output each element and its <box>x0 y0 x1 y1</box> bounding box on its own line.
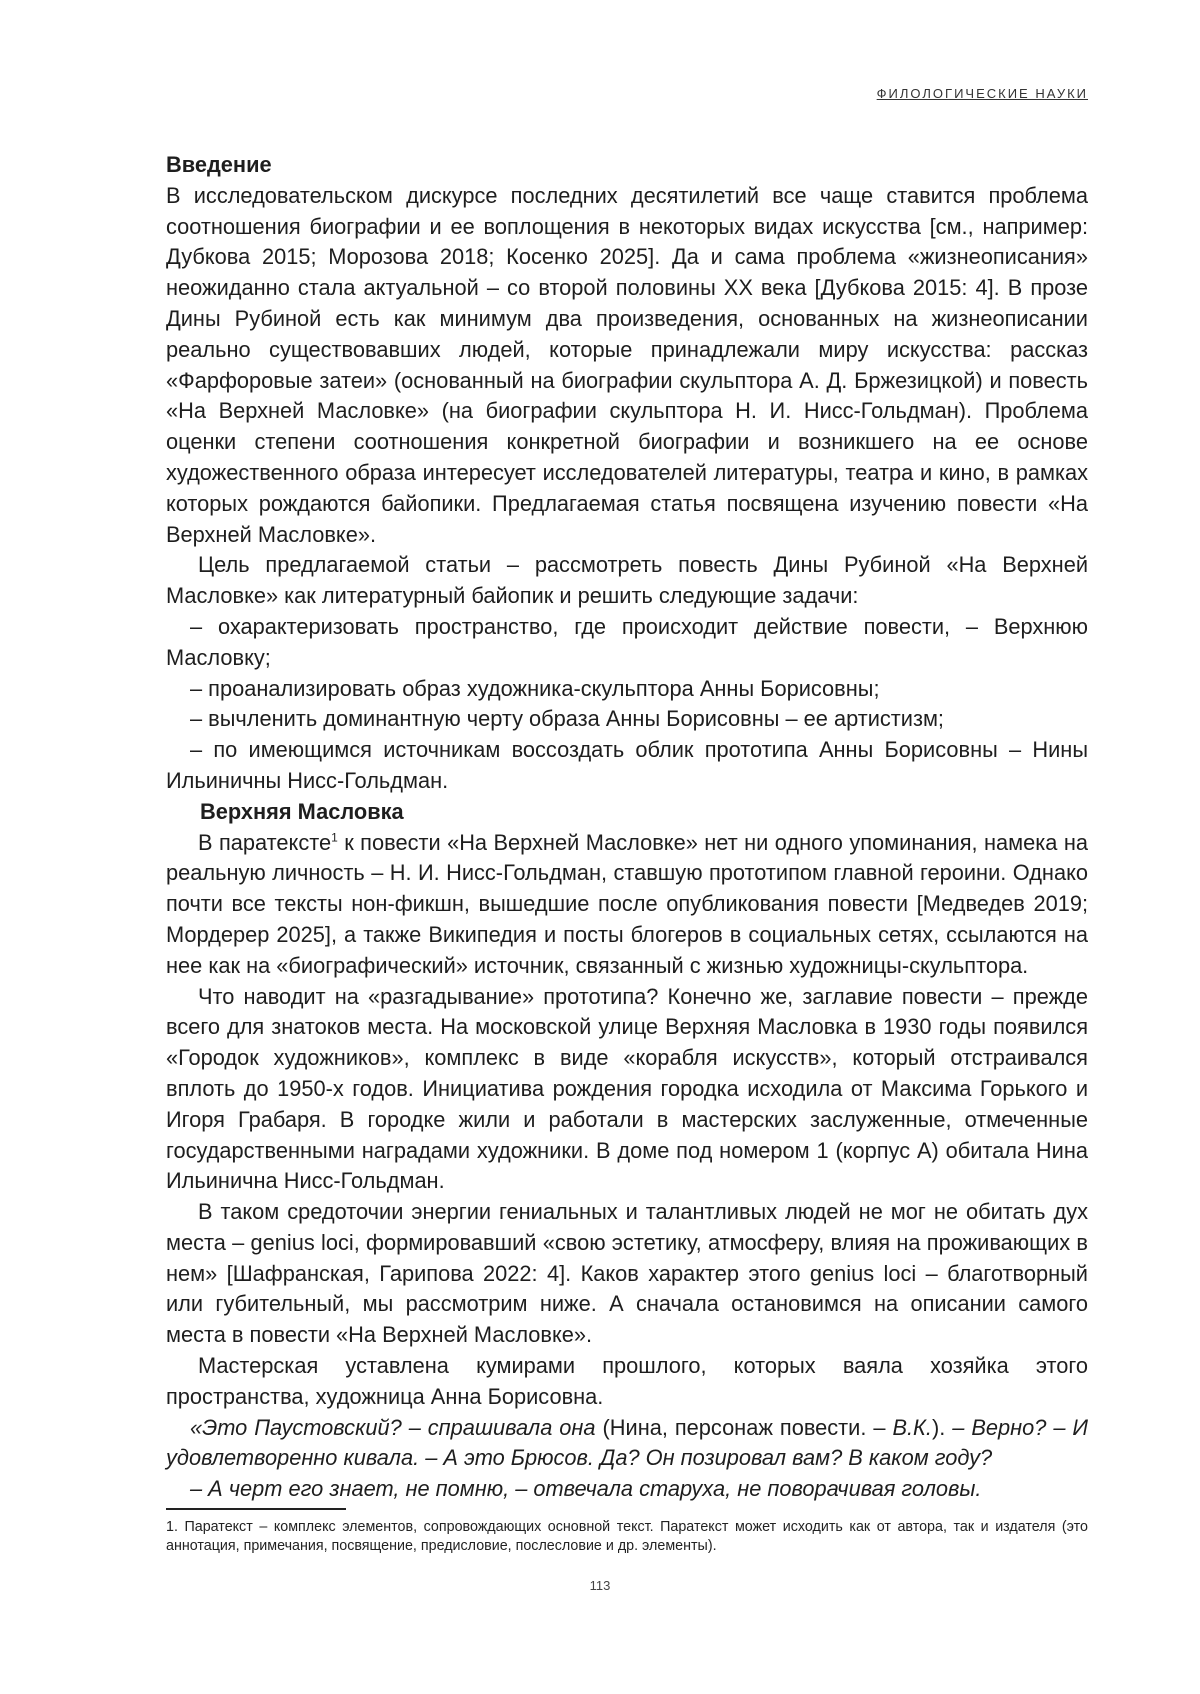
quotation-2 <box>166 1474 1088 1505</box>
section-paragraph-3: В таком средоточии энергии гениальных и талантливых людей не мог не обитать дух места – genius loci, формировавший «свою эстетику, атмосферу, влияя на проживающих в нем» [Шафранская, Гарипова 2022: 4]. Каков характер этого genius loci – благотворный или губительный, мы рассмотрим ниже. А сначала остановимся на описании самого места в повести «На Верхней Масловке». <box>166 1199 1088 1348</box>
quote-text: – Верно? – И удовлетворенно кивала. – А это Брюсов. Да? Он позировал вам? В каком году? <box>166 1414 1089 1471</box>
page-number: 113 <box>589 1578 611 1593</box>
quote-note-close: ). <box>931 1414 953 1440</box>
quote-initials: В.К. <box>892 1414 932 1440</box>
paragraph-text: к повести «На Верхней Масловке» нет ни одного упоминания, намека на реальную личность – Н. И. Нисс-Гольдман, ставшую прототипом главной героини. Однако почти все тексты нон-фикшн, вышедшие после опубликования повести [Медведев 2019; Мордерер 2025], а также Википедия и посты блогеров в социальных сетях, ссылаются на нее как на «биографический» источник, связанный с жизнью художницы-скульптора. <box>166 829 1088 978</box>
task-item-3: – вычленить доминантную черту образа Анны Борисовны – ее артистизм; <box>190 706 944 732</box>
task-item-4: – по имеющимся источникам воссоздать облик прототипа Анны Борисовны – Нины Ильиничны Нисс-Гольдман. <box>166 737 1088 793</box>
article-body <box>166 150 1088 1505</box>
footnote-divider <box>166 1508 346 1510</box>
quote-text: – А черт его знает, не помню, – отвечала старуха, не поворачивая головы. <box>190 1476 982 1502</box>
section-paragraph-2: Что наводит на «разгадывание» прототипа? Конечно же, заглавие повести – прежде всего для знатоков места. На московской улице Верхняя Масловка в 1930 годы появился «Городок художников», комплекс в виде «корабля искусств», который отстраивался вплоть до 1950-х годов. Инициатива рождения городка исходила от Максима Горького и Игоря Грабаря. В городке жили и работали в мастерских заслуженные, отмеченные государственными наградами художники. В доме под номером 1 (корпус А) обитала Нина Ильинична Нисс-Гольдман. <box>166 983 1088 1194</box>
section-paragraph-1 <box>166 828 1088 982</box>
quote-note: (Нина, персонаж повести. – <box>595 1414 893 1440</box>
section-heading: Верхняя Масловка <box>200 798 404 824</box>
footnote-mark: 1 <box>331 830 338 845</box>
quotation-1 <box>166 1413 1088 1475</box>
footnote: 1. Паратекст – комплекс элементов, сопровождающих основной текст. Паратекст может исходить как от автора, так и издателя (это аннотация, примечания, посвящение, предисловие, послесловие и др. элементы). <box>166 1519 1088 1554</box>
intro-heading: Введение <box>166 152 272 177</box>
section-paragraph-4: Мастерская уставлена кумирами прошлого, которых ваяла хозяйка этого пространства, художница Анна Борисовна. <box>166 1353 1088 1409</box>
paragraph-text: В паратексте <box>198 829 332 855</box>
intro-paragraph-2: Цель предлагаемой статьи – рассмотреть повесть Дины Рубиной «На Верхней Масловке» как литературный байопик и решить следующие задачи: <box>166 552 1088 609</box>
task-item-2: – проанализировать образ художника-скульптора Анны Борисовны; <box>190 675 880 701</box>
running-header: ФИЛОЛОГИЧЕСКИЕ НАУКИ <box>876 86 1088 101</box>
intro-paragraph-1: В исследовательском дискурсе последних десятилетий все чаще ставится проблема соотношения биографии и ее воплощения в некоторых видах искусства [см., например: Дубкова 2015; Морозова 2018; Косенко 2025]. Да и сама проблема «жизнеописания» неожиданно стала актуальной – со второй половины XX века [Дубкова 2015: 4]. В прозе Дины Рубиной есть как минимум два произведения, основанных на жизнеописании реально существовавших людей, которые принадлежали миру искусства: рассказ «Фарфоровые затеи» (основанный на биографии скульптора А. Д. Бржезицкой) и повесть «На Верхней Масловке» (на биографии скульптора Н. И. Нисс-Гольдман). Проблема оценки степени соотношения конкретной биографии и возникшего на ее основе художественного образа интересует исследователей литературы, театра и кино, в рамках которых рождаются байопики. Предлагаемая статья посвящена изучению повести «На Верхней Масловке». <box>166 182 1088 547</box>
quote-text: «Это Паустовский? – спрашивала она <box>190 1414 596 1440</box>
task-item-1: – охарактеризовать пространство, где происходит действие повести, – Верхнюю Масловку; <box>166 613 1088 670</box>
